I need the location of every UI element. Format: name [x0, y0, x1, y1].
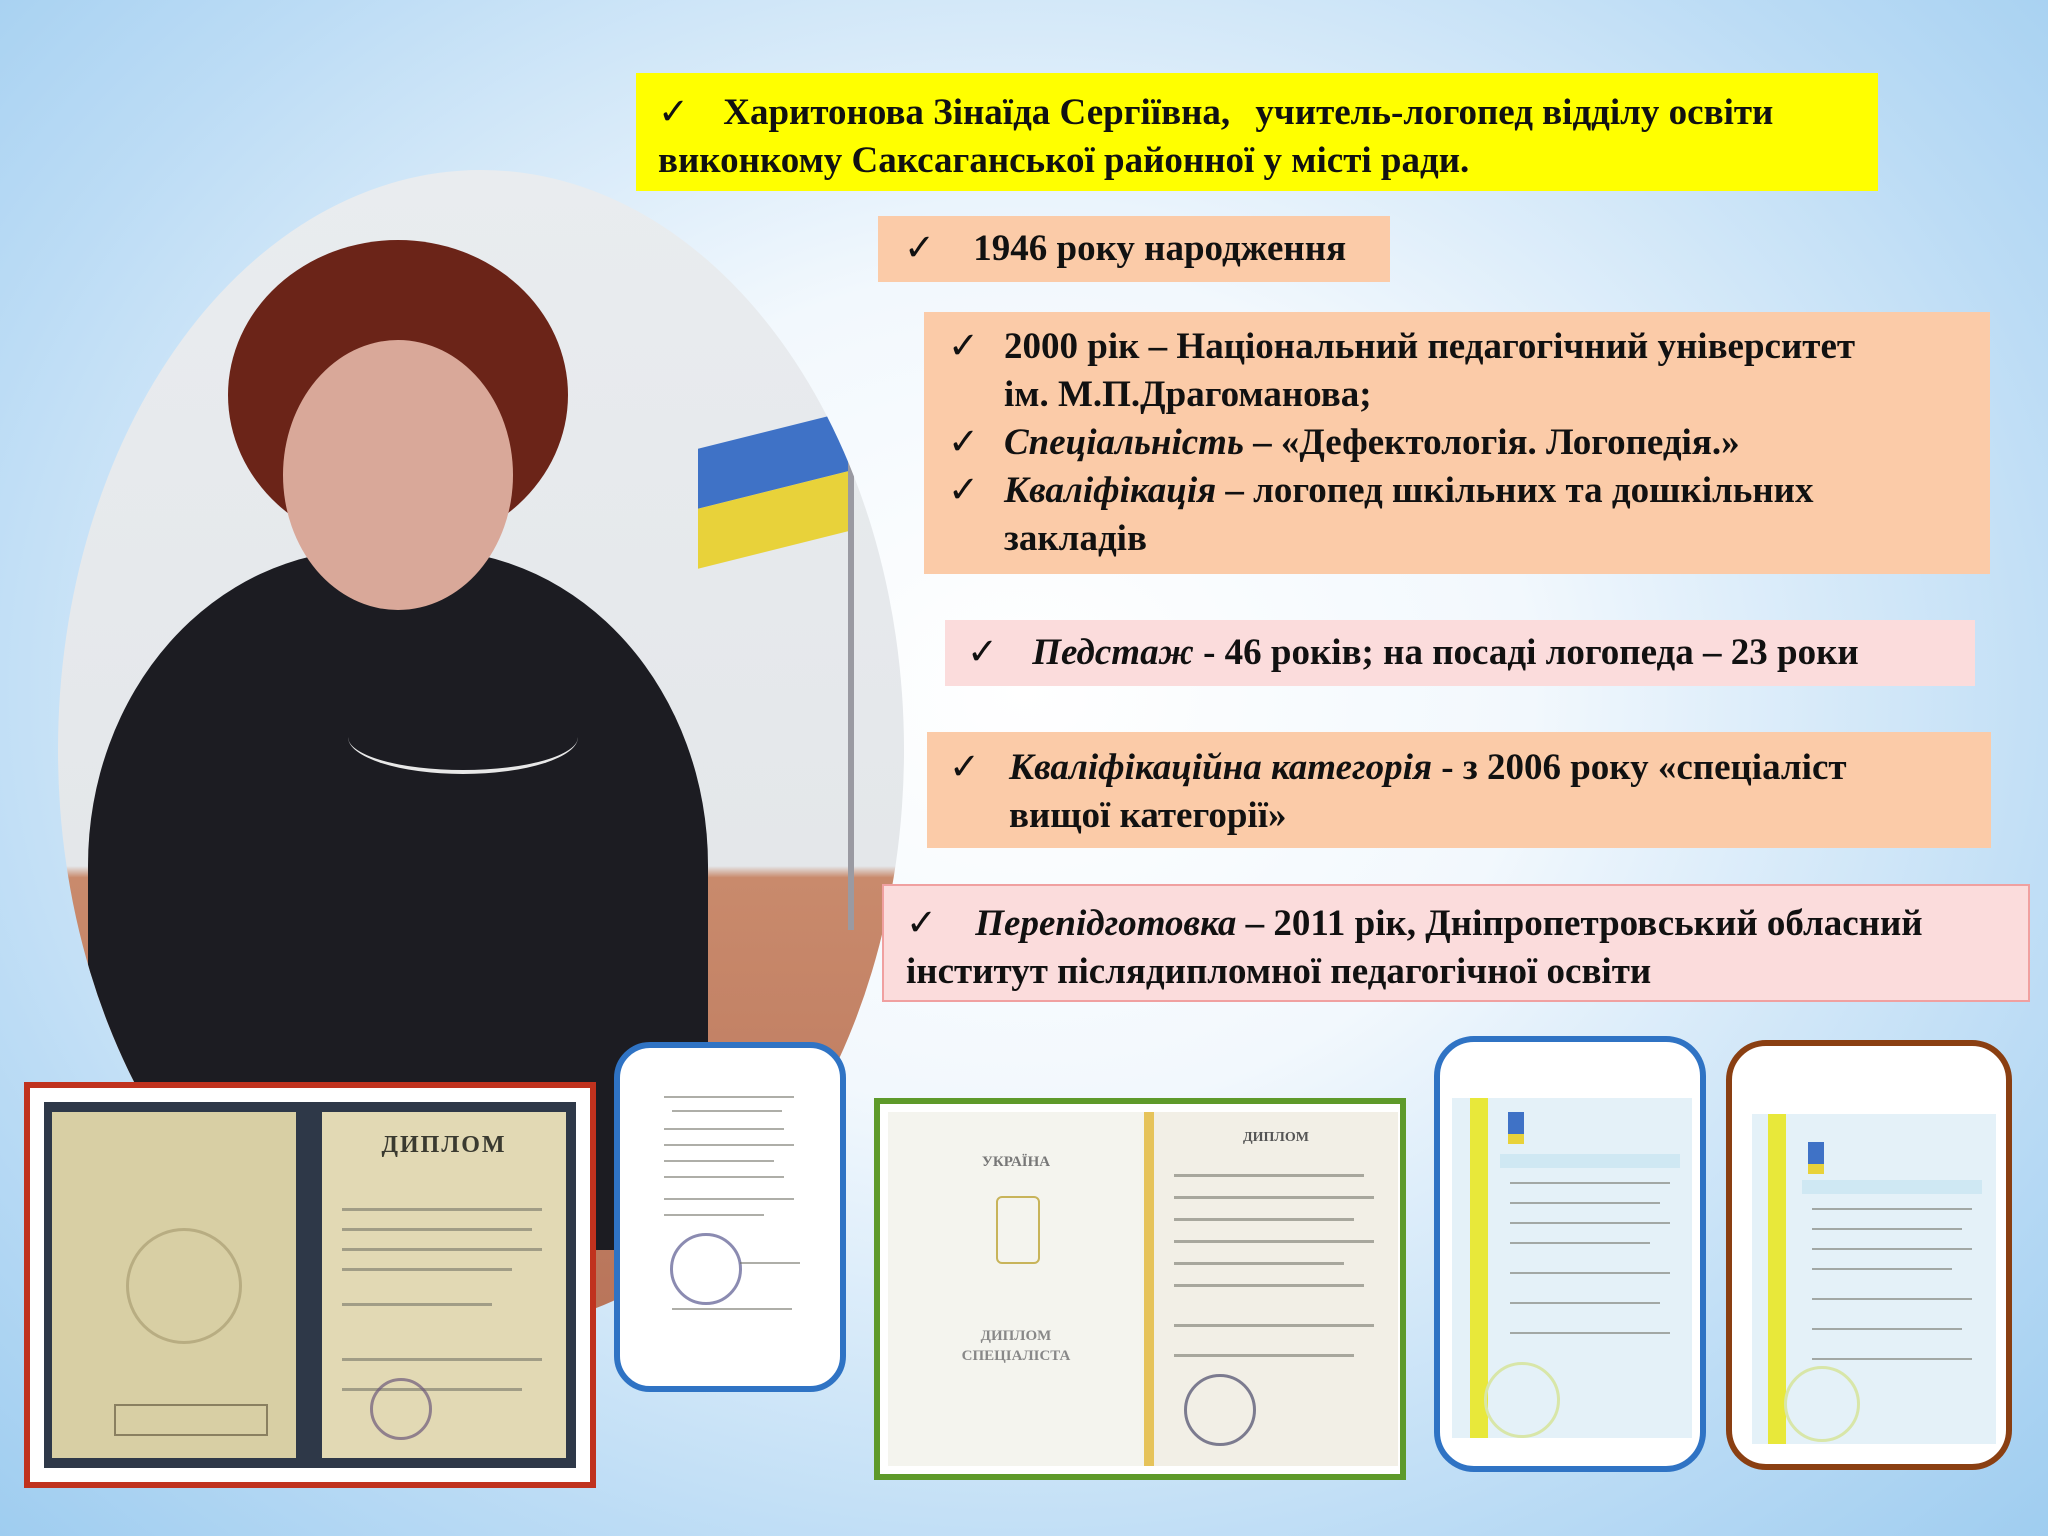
check-icon: ✓ — [658, 92, 690, 133]
diploma-cover-title: ДИПЛОМ — [980, 1328, 1052, 1344]
check-icon: ✓ — [948, 470, 980, 511]
check-icon: ✓ — [967, 632, 999, 673]
diploma-photo-2 — [874, 1098, 1406, 1480]
diploma-country: УКРАЇНА — [981, 1154, 1051, 1170]
diploma-photo-1 — [24, 1082, 596, 1488]
birth-box — [878, 216, 1390, 282]
name-header — [636, 73, 1878, 191]
birth-text: 1946 року народження — [973, 228, 1347, 269]
category-box — [927, 732, 1991, 848]
person-role: учитель-логопед відділу освіти — [1255, 92, 1774, 133]
check-icon: ✓ — [904, 228, 936, 269]
experience-value: - 46 років; на посаді логопеда – 23 роки — [1193, 632, 1859, 673]
check-icon: ✓ — [948, 422, 980, 463]
person-org: виконкому Саксаганської районної у місті ради. — [658, 140, 1470, 181]
check-icon: ✓ — [949, 747, 981, 788]
diploma2-title: ДИПЛОМ — [1243, 1130, 1309, 1145]
retraining-value-cont: інститут післядипломної педагогічної освіти — [906, 951, 1652, 992]
education-university: 2000 рік – Національний педагогічний університет — [1004, 326, 1856, 367]
certificate-photo-3 — [1726, 1040, 2012, 1470]
category-value-cont: вищої категорії» — [1009, 795, 1287, 836]
category-label: Кваліфікаційна категорія — [1009, 747, 1433, 788]
category-value: - з 2006 року «спеціаліст — [1432, 747, 1847, 788]
diploma-title: ДИПЛОМ — [381, 1132, 507, 1158]
education-box — [924, 312, 1990, 574]
certificate-photo-1 — [614, 1042, 846, 1392]
speciality-label: Спеціальність — [1004, 422, 1244, 463]
education-university-name: ім. М.П.Драгоманова; — [1004, 374, 1372, 415]
check-icon: ✓ — [906, 903, 938, 944]
qualification-value: – логопед шкільних та дошкільних — [1216, 470, 1814, 511]
qualification-label: Кваліфікація — [1004, 470, 1217, 511]
check-icon: ✓ — [948, 326, 980, 367]
certificate-photo-2 — [1434, 1036, 1706, 1472]
retraining-value: – 2011 рік, Дніпропетровський обласний — [1236, 903, 1923, 944]
experience-label: Педстаж — [1032, 632, 1194, 673]
experience-box — [945, 620, 1975, 686]
diploma-cover-subtitle: СПЕЦІАЛІСТА — [961, 1348, 1071, 1364]
qualification-value-cont: закладів — [1004, 518, 1147, 559]
retraining-box — [882, 884, 2030, 1002]
speciality-value: – «Дефектологія. Логопедія.» — [1243, 422, 1740, 463]
person-name: Харитонова Зінаїда Сергіївна, — [723, 92, 1231, 133]
retraining-label: Перепідготовка — [975, 903, 1237, 944]
